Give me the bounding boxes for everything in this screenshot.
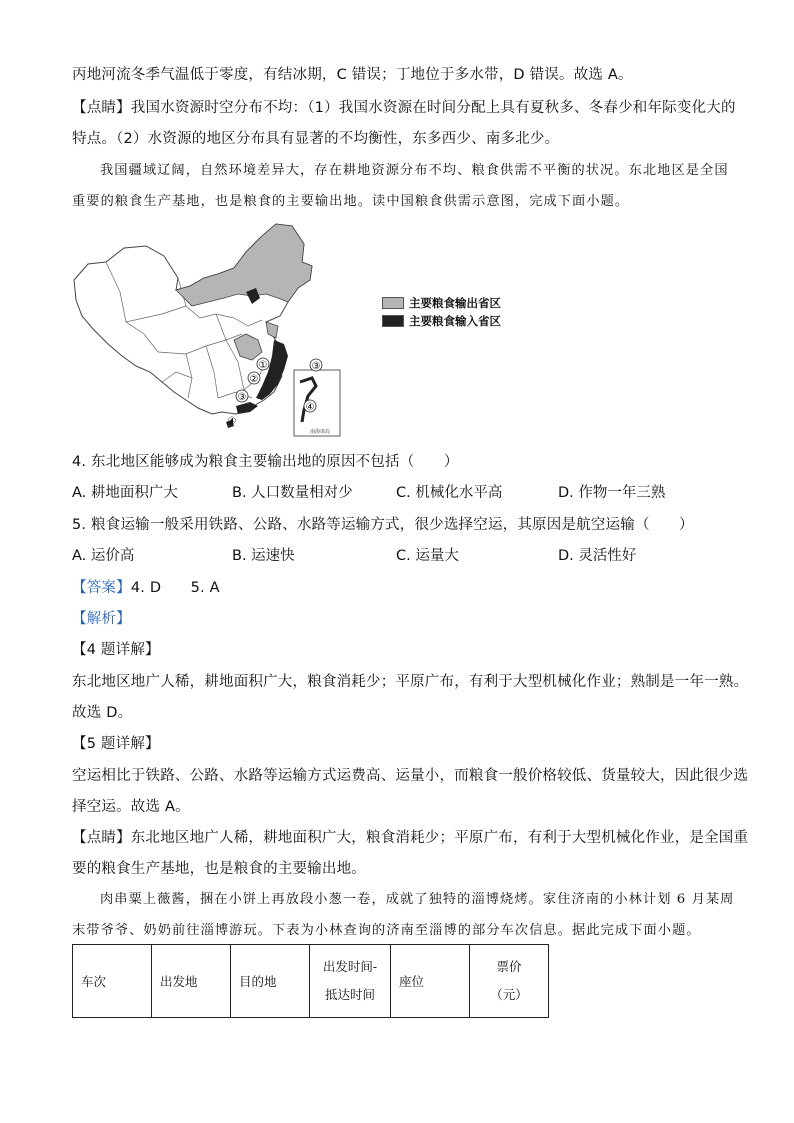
inset-frame <box>294 370 340 436</box>
header-time-bottom: 抵达时间 <box>324 987 375 1002</box>
marker-label: ① <box>258 360 268 371</box>
passage-line: 末带爷爷、奶奶前往淄博游玩。下表为小林查询的济南至淄博的部分车次信息。据此完成下面小题。 <box>72 923 701 938</box>
detail-4-heading: 【4 题详解】 <box>72 642 160 658</box>
point-note-line: 【点睛】我国水资源时空分布不均：（1）我国水资源在时间分配上具有夏秋多、冬春少和年际变化大的 <box>72 100 736 116</box>
marker-label: ④ <box>227 416 237 427</box>
analysis-label: 【解析】 <box>72 611 131 627</box>
q5-option-b[interactable]: B. 运速快 <box>232 548 295 564</box>
header-seat: 座位 <box>391 945 470 1018</box>
inset-caption: 南海诸岛 <box>309 429 331 435</box>
china-grain-map <box>66 222 501 440</box>
legend-export-swatch <box>382 297 404 309</box>
legend-import <box>382 313 501 329</box>
q4-option-d[interactable]: D. 作物一年三熟 <box>558 485 666 501</box>
header-to: 目的地 <box>231 945 310 1018</box>
text-line: 丙地河流冬季气温低于零度，有结冰期，C 错误；丁地位于多水带，D 错误。故选 A。 <box>72 67 633 83</box>
q5-option-c[interactable]: C. 运量大 <box>396 548 459 564</box>
header-from: 出发地 <box>152 945 231 1018</box>
detail-5-heading: 【5 题详解】 <box>72 736 160 752</box>
answer-label: 【答案】 <box>72 580 131 596</box>
header-price-bottom: （元） <box>490 987 528 1002</box>
marker-label: ② <box>249 374 259 385</box>
passage-line: 肉串粟上薇酱，捆在小饼上再放段小葱一卷，成就了独特的淄博烧烤。家住济南的小林计划 6 月某周 <box>100 892 735 907</box>
q4-option-a[interactable]: A. 耕地面积广大 <box>72 485 178 501</box>
legend-export <box>382 295 501 311</box>
header-price-top: 票价 <box>496 959 522 974</box>
answer-line <box>72 578 220 598</box>
passage-line: 重要的粮食生产基地，也是粮食的主要输出地。读中国粮食供需示意图，完成下面小题。 <box>72 194 630 209</box>
train-schedule-table <box>72 944 549 1018</box>
marker-label: ③ <box>237 392 247 403</box>
legend-import-label: 主要粮食输入省区 <box>409 314 501 328</box>
export-region-northeast <box>176 224 312 306</box>
detail-4-line: 故选 D。 <box>72 705 133 721</box>
header-train: 车次 <box>73 945 152 1018</box>
detail-4-line: 东北地区地广人稀，耕地面积广大，粮食消耗少；平原广布，有利于大型机械化作业；熟制是一年一熟。 <box>72 674 749 690</box>
map-drawing <box>66 222 456 440</box>
q4-option-c[interactable]: C. 机械化水平高 <box>396 485 503 501</box>
inset-marker-label: ③ <box>311 361 321 372</box>
point-note-line: 要的粮食生产基地，也是粮食的主要输出地。 <box>72 861 366 877</box>
passage-line: 我国疆域辽阔，自然环境差异大，存在耕地资源分布不均、粮食供需不平衡的状况。东北地区是全国 <box>100 163 729 178</box>
answer-text: 4. D 5. A <box>130 580 220 596</box>
q5-option-d[interactable]: D. 灵活性好 <box>558 548 637 564</box>
detail-5-line: 空运相比于铁路、公路、水路等运输方式运费高、运量小，而粮食一般价格较低、货量较大，因此很少选 <box>72 768 749 784</box>
detail-5-line: 择空运。故选 A。 <box>72 799 190 815</box>
header-time <box>310 945 391 1018</box>
legend-import-swatch <box>382 315 404 327</box>
legend-export-label: 主要粮食输出省区 <box>409 296 501 310</box>
q4-option-b[interactable]: B. 人口数量相对少 <box>232 485 353 501</box>
text-line: 特点。（2）水资源的地区分布具有显著的不均衡性，东多西少、南多北少。 <box>72 131 560 147</box>
header-price <box>470 945 549 1018</box>
point-note-line: 【点睛】东北地区地广人稀，耕地面积广大，粮食消耗少；平原广布，有利于大型机械化作业，是全国重 <box>72 830 749 846</box>
inset-marker-label: ④ <box>305 402 315 413</box>
question-5-stem: 5. 粮食运输一般采用铁路、公路、水路等运输方式，很少选择空运，其原因是航空运输（ ） <box>72 517 694 533</box>
q5-option-a[interactable]: A. 运价高 <box>72 548 135 564</box>
question-4-stem: 4. 东北地区能够成为粮食主要输出地的原因不包括（ ） <box>72 454 459 470</box>
header-time-top: 出发时间- <box>322 959 378 974</box>
table-header-row <box>73 945 549 1018</box>
